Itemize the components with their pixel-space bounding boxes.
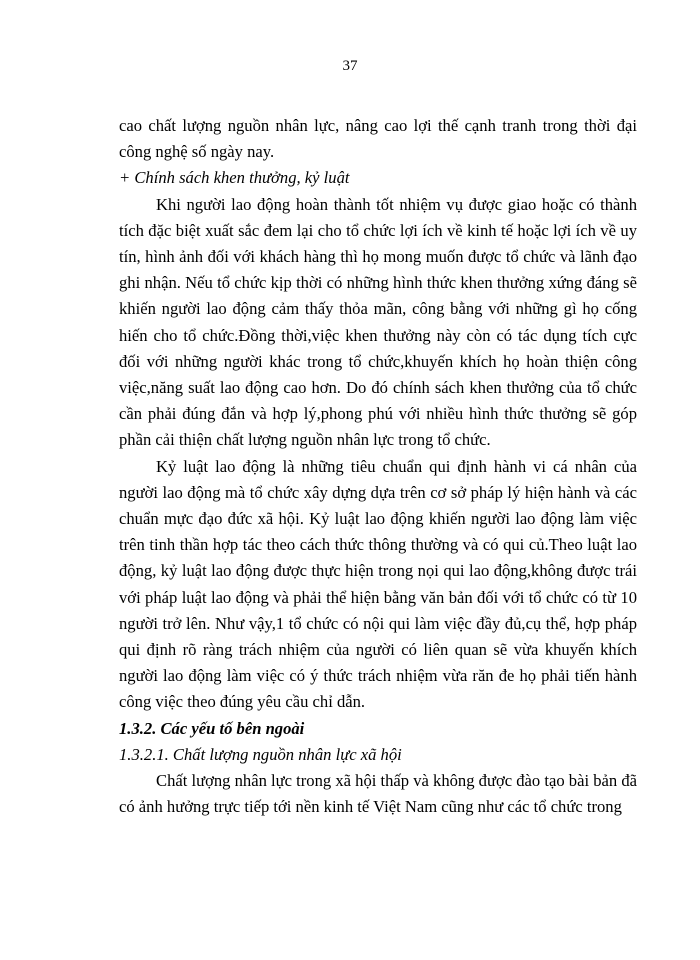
paragraph-social-hr-quality: Chất lượng nhân lực trong xã hội thấp và không được đào tạo bài bản đã có ảnh hưởng trực tiếp tới nền kinh tế Việt Nam cũng như các tổ chức trong [119,771,637,817]
paragraph-continuation: cao chất lượng nguồn nhân lực, nâng cao lợi thế cạnh tranh trong thời đại công nghệ số ngày nay. [119,116,637,162]
document-body [119,113,637,820]
page-number: 37 [342,58,358,74]
section-heading-external-factors: 1.3.2. Các yếu tố bên ngoài [119,718,305,738]
paragraph-reward-policy: Khi người lao động hoàn thành tốt nhiệm vụ được giao hoặc có thành tích đặc biệt xuất sắc đem lại cho tổ chức lợi ích về kinh tế hoặc lợi ích về uy tín, hình ảnh đối với khách hàng thì họ mong muốn được tổ chức và lãnh đạo ghi nhận. Nếu tổ chức kịp thời có những hình thức khen thưởng xứng đáng sẽ khiến người lao động cảm thấy thỏa mãn, công bằng với những gì họ cống hiến cho tổ chức.Đồng thời,việc khen thưởng này còn có tác dụng tích cực đối với những người khác trong tổ chức,khuyến khích họ hoàn thiện công việc,năng suất lao động cao hơn. Do đó chính sách khen thưởng của tổ chức cần phải đúng đắn và hợp lý,phong phú với nhiều hình thức thưởng sẽ góp phần cải thiện chất lượng nguồn nhân lực trong tổ chức. [119,194,637,450]
subsection-heading-social-hr-quality: 1.3.2.1. Chất lượng nguồn nhân lực xã hội [119,744,402,764]
paragraph-labor-discipline: Kỷ luật lao động là những tiêu chuẩn qui định hành vi cá nhân của người lao động mà tổ chức xây dựng dựa trên cơ sở pháp lý hiện hành và các chuẩn mực đạo đức xã hội. Kỷ luật lao động khiến người lao động làm việc trên tinh thần hợp tác theo cách thức thông thường và có qui củ.Theo luật lao động, kỷ luật lao động được thực hiện trong nọi qui lao động,không được trái với pháp luật lao động và phải thể hiện bằng văn bản đối với tổ chức có từ 10 người trở lên. Như vậy,1 tổ chức có nội qui làm việc đầy đủ,cụ thể, hợp pháp qui định rõ ràng trách nhiệm của người có liên quan sẽ vừa khuyến khích người lao động làm việc có ý thức trách nhiệm vừa răn đe họ phải tiến hành công việc theo đúng yêu cầu chỉ dẫn. [119,456,637,712]
subheading-reward-discipline: + Chính sách khen thưởng, kỷ luật [119,168,350,188]
